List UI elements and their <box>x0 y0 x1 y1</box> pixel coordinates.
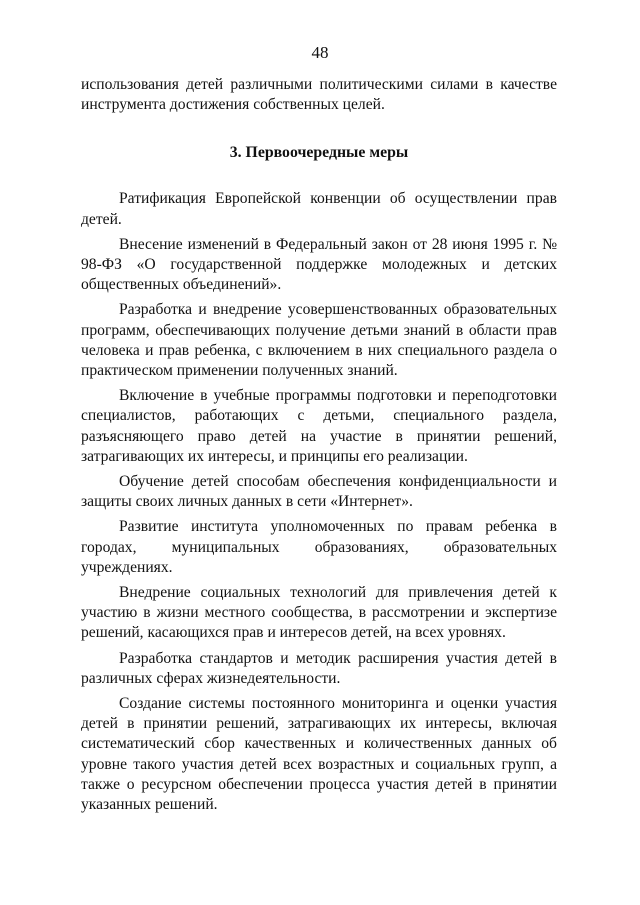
paragraph-standards: Разработка стандартов и методик расширения участия детей в различных сферах жизнедеятельности. <box>81 649 557 687</box>
paragraph-ratification: Ратификация Европейской конвенции об осуществлении прав детей. <box>81 190 557 228</box>
paragraph-social-technologies: Внедрение социальных технологий для привлечения детей к участию в жизни местного сообщества, в рассмотрении и экспертизе решений, касающихся прав и интересов детей, на всех уровнях. <box>81 584 557 642</box>
continuation-paragraph: использования детей различными политическими силами в качестве инструмента достижения собственных целей. <box>81 76 557 114</box>
page-number: 48 <box>311 43 329 62</box>
paragraph-education-programs: Разработка и внедрение усовершенствованных образовательных программ, обеспечивающих получение детьми знаний в области прав человека и прав ребенка, с включением в них специального раздела о практическом применении полученных знаний. <box>81 301 557 380</box>
paragraph-ombudsman: Развитие института уполномоченных по правам ребенка в городах, муниципальных образованиях, образовательных учреждениях. <box>81 518 557 576</box>
document-body <box>81 75 557 820</box>
paragraph-data-privacy: Обучение детей способам обеспечения конфиденциальности и защиты своих личных данных в сети «Интернет». <box>81 473 557 511</box>
paragraph-monitoring: Создание системы постоянного мониторинга и оценки участия детей в принятии решений, затрагивающих их интересы, включая систематический сбор качественных и количественных данных об уровне такого участия детей всех возрастных и социальных групп, а также о ресурсном обеспечении процесса участия детей в принятии указанных решений. <box>81 695 557 814</box>
paragraph-specialist-training: Включение в учебные программы подготовки и переподготовки специалистов, работающих с детьми, специального раздела, разъясняющего право детей на участие в принятии решений, затрагивающих их интересы, и принципы его реализации. <box>81 387 557 465</box>
section-heading: 3. Первоочередные меры <box>229 144 409 162</box>
paragraph-federal-law: Внесение изменений в Федеральный закон от 28 июня 1995 г. № 98-ФЗ «О государственной поддержке молодежных и детских общественных объединений». <box>81 235 557 294</box>
